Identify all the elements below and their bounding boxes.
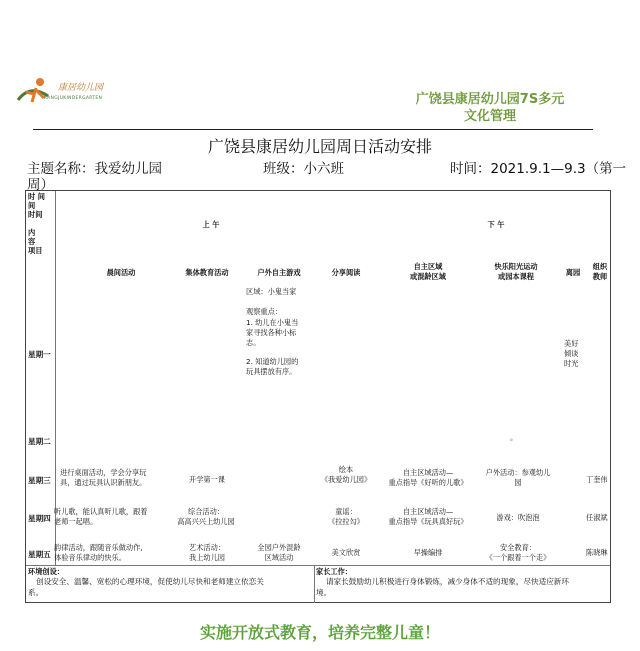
fri-morning-2: 体验音乐律动的快乐。 [54,553,126,562]
col-sun-2: 或园本课程 [498,272,534,281]
mon-outdoor-line-6: 2. 知道幼儿园的 [246,357,299,366]
wed-area-2: 重点指导《好听的儿歌》 [388,478,468,487]
parent-text-1: 请家长鼓励幼儿积极进行身体锻炼，减少身体不适的现象，尽快适应新环 [326,577,569,586]
fri-area: 早操编排 [413,548,443,557]
fri-sun-1: 安全教育： [500,543,536,552]
wed-reading-1: 绘本 [338,465,354,474]
mon-outdoor-line-4: 家寻找各种小标 [246,328,297,337]
col-area-1: 自主区域 [413,262,443,271]
col-teacher-2: 教师 [592,272,608,281]
time-label-wrap: 周） [27,177,54,193]
fri-morning-1: 韵律活动，跟随音乐做动作, [54,543,143,552]
header-divider [33,129,593,130]
wed-reading-2: 《我爱幼儿园》 [320,475,372,484]
thu-group-1: 综合活动： [188,507,224,516]
col-sun-1: 快乐阳光运动 [494,262,538,271]
wed-group: 开学第一课 [189,475,225,484]
col-teacher-1: 组织 [592,262,608,271]
mon-outdoor-line-5: 志。 [246,338,261,347]
col-outdoor: 户外自主游戏 [257,268,301,277]
schedule-table [25,190,611,603]
org-heading [402,91,578,125]
mon-leave-line-3: 时光 [564,359,579,368]
corner-line-1: 时 间 [28,192,45,201]
fri-group-1: 艺术活动： [189,543,225,552]
col-group: 集体教育活动 [185,268,229,277]
parent-text-2: 境。 [316,588,332,597]
thu-teacher: 任淑斌 [586,513,608,522]
pm-header: 下 午 [487,220,505,229]
day-friday: 星期五 [28,550,51,559]
fri-reading: 美文欣赏 [331,548,361,557]
wed-morning-1: 进行桌面活动，学会分享玩 [60,468,147,477]
day-monday: 星期一 [28,350,51,359]
day-thursday: 星期四 [28,514,51,523]
corner-line-4: 内 [28,228,36,237]
fri-teacher: 陈晓琳 [586,548,608,557]
mon-outdoor-area: 区域：小鬼当家 [246,287,297,296]
fri-group-2: 我上幼儿园 [189,553,225,562]
logo-brand-text: 康居幼儿园 [58,83,104,93]
wed-area-1: 自主区域活动— [402,468,454,477]
thu-reading-2: 《拉拉勾》 [328,517,364,526]
logo-subtext: KANGJUKINDERGARTEN [44,96,103,101]
wed-teacher: 丁奎伟 [586,475,608,484]
day-wednesday: 星期三 [28,476,51,485]
wed-sun-1: 户外活动：参观幼儿 [485,468,551,477]
col-leave: 离园 [565,268,581,277]
wed-morning-2: 具，通过玩具认识新朋友。 [60,478,147,487]
fri-outdoor-2: 区域活动 [264,553,294,562]
class-label: 班级：小六班 [263,161,344,177]
time-label: 时间：2021.9.1—9.3（第一 [450,161,627,177]
column-divider [314,565,315,603]
am-header: 上 午 [202,220,220,229]
topic-label: 主题名称：我爱幼儿园 [27,161,162,177]
thu-reading-1: 童谣： [335,507,357,516]
corner-line-6: 项目 [28,246,43,255]
footer-slogan: 实施开放式教育，培养完整儿童！ [199,623,440,642]
thu-morning-1: 听儿歌，能认真听儿歌，跟着 [54,507,148,516]
mon-leave-line-1: 美好 [564,339,579,348]
corner-line-3: 时间 [28,210,43,219]
org-line-1: 广饶县康居幼儿园7S多元 [415,92,565,107]
logo-mark-icon [14,74,58,108]
col-reading: 分享阅读 [331,268,361,277]
mon-outdoor-focus: 观察重点： [246,307,282,316]
thu-area-1: 自主区域活动— [402,507,454,516]
thu-sun: 游戏：吹泡泡 [496,513,540,522]
row-divider [26,565,610,566]
thu-area-2: 重点指导《玩具真好玩》 [388,517,468,526]
mon-leave-line-2: 倾谈 [564,349,579,358]
wed-sun-2: 园 [514,478,522,487]
mon-outdoor-line-7: 玩具摆放有序。 [246,367,297,376]
mon-outdoor-line-3: 1. 幼儿在小鬼当 [246,318,299,327]
kindergarten-logo [14,74,126,110]
env-text-1: 创设安全、温馨、宽松的心理环境，促使幼儿尽快和老师建立依恋关 [36,577,264,586]
fri-sun-2: 《一个跟着一个走》 [485,553,551,562]
parent-title: 家长工作： [316,567,352,576]
tue-mark: 。 [510,433,518,442]
col-area-2: 或混龄区域 [410,272,446,281]
env-title: 环境创设： [28,567,64,576]
corner-line-2: 间 [28,201,36,210]
document-title: 广饶县康居幼儿园周日活动安排 [207,137,432,156]
day-tuesday: 星期二 [28,437,51,446]
env-text-2: 系。 [28,588,44,597]
col-morning: 晨间活动 [106,268,136,277]
org-line-2: 文化管理 [463,109,516,124]
fri-outdoor-1: 全园户外混龄 [257,543,301,552]
corner-line-5: 容 [28,237,36,246]
thu-group-2: 高高兴兴上幼儿园 [177,517,235,526]
thu-morning-2: 老师一起唱。 [54,517,98,526]
